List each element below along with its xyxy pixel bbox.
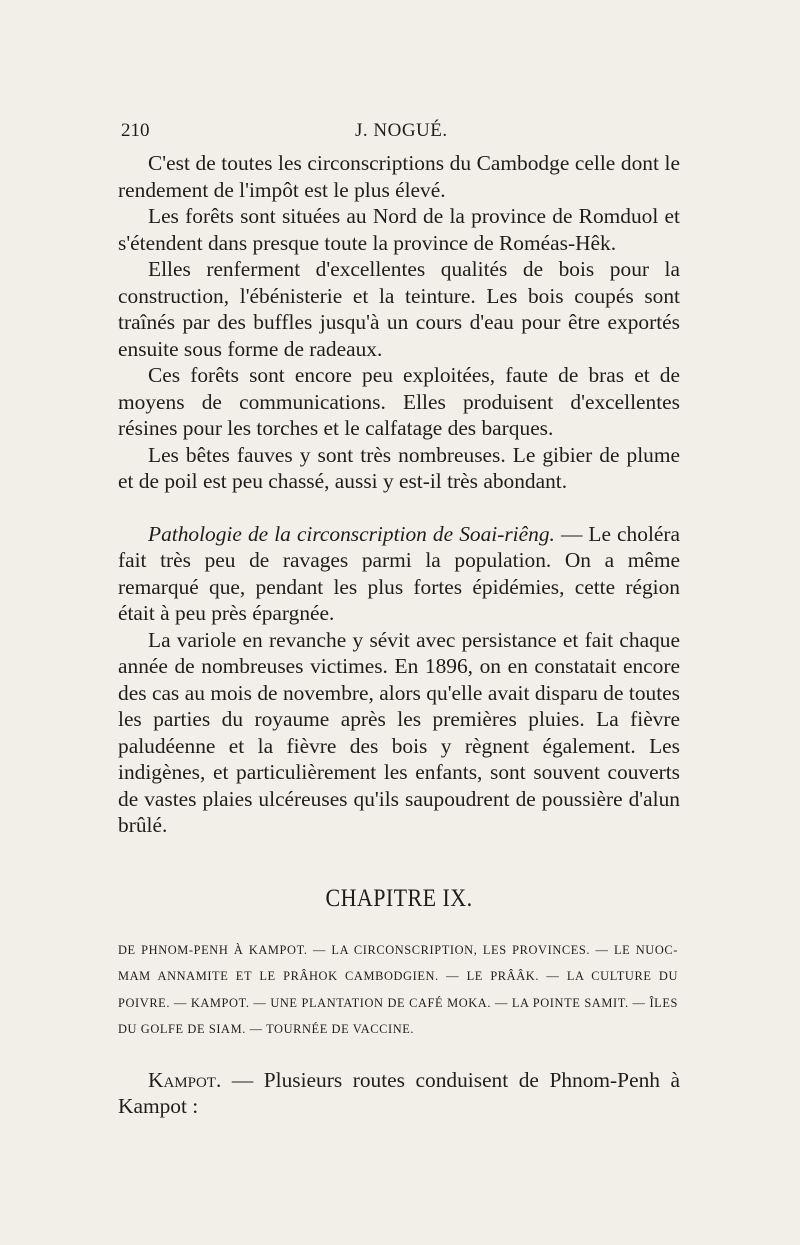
running-head [118,120,680,150]
paragraph-rendement: C'est de toutes les circonscriptions du Cambodge celle dont le rendement de l'impôt est le plus élevé. [118,151,680,202]
paragraph-pathologie [118,521,680,627]
paragraph-forets-bois: Elles renferment d'excellentes qualités de bois pour la construction, l'ébénisterie et la teinture. Les bois coupés sont traînés par des buffles jusqu'à un cours d'eau pour être exportés ensuite sous forme de radeaux. [118,257,680,361]
pathologie-text: — Le choléra fait très peu de ravages parmi la population. On a même remarqué que, pendant les plus fortes épidémies, cette région était à peu près épargnée. [118,521,680,625]
pathologie-heading: Pathologie de la circonscription de Soai-riêng. [148,521,555,546]
chapter-summary: DE PHNOM-PENH À KAMPOT. — LA CIRCONSCRIPTION, LES PROVINCES. — LE NUOC-MAM ANNAMITE ET LE PRÂHOK CAMBODGIEN. — LE PRÂÂK. — LA CULTURE DU POIVRE. — KAMPOT. — UNE PLANTATION DE CAFÉ MOKA. — LA POINTE SAMIT. — ÎLES DU GOLFE DE SIAM. — TOURNÉE DE VACCINE. [118,942,678,1036]
paragraph-forets-exploitation: Ces forêts sont encore peu exploitées, faute de bras et de moyens de communications. Elles produisent d'excellentes résines pour les torches et le calfatage des barques. [118,363,680,440]
body-text [118,150,680,1120]
running-head-author: J. NOGUÉ. [355,120,448,141]
paragraph-forets-situation: Les forêts sont situées au Nord de la province de Romduol et s'étendent dans presque toute la province de Roméas-Hêk. [118,204,680,255]
paragraph-kampot [118,1067,680,1120]
page-number: 210 [121,120,150,141]
paragraph-variole: La variole en revanche y sévit avec persistance et fait chaque année de nombreuses victimes. En 1896, on en constatait encore des cas au mois de novembre, alors qu'elle avait disparu de toutes les parties du royaume après les premières pluies. La fièvre paludéenne et la fièvre des bois y règnent également. Les indigènes, et particulièrement les enfants, sont souvent couverts de vastes plaies ulcéreuses qu'ils saupoudrent de poussière d'alun brûlé. [118,627,680,837]
kampot-text: — Plusieurs routes conduisent de Phnom-Penh à Kampot : [118,1067,680,1118]
paragraph-betes-fauves: Les bêtes fauves y sont très nombreuses. Le gibier de plume et de poil est peu chassé, aussi y est-il très abondant. [118,442,680,493]
chapter-title: CHAPITRE IX. [325,884,473,912]
kampot-lead: Kampot. [148,1067,222,1092]
book-page [118,120,680,1120]
